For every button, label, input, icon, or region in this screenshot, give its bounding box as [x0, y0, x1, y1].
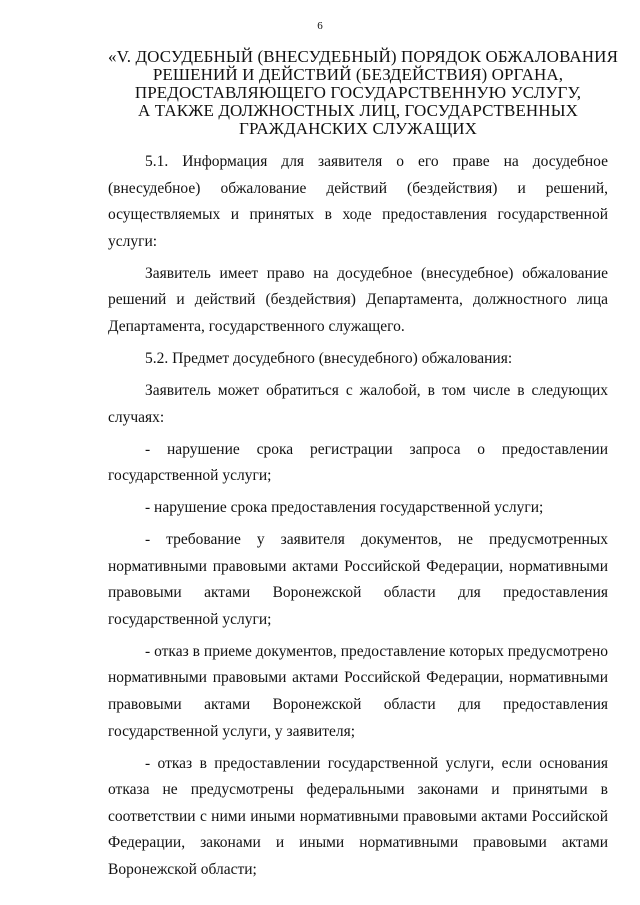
- page-number: 6: [317, 20, 323, 32]
- list-item-document-refusal: - отказ в приеме документов, предоставление которых предусмотрено нормативными правовыми актами Российской Федерации, нормативными правовыми актами Воронежской области для предоставления государственной услуги, у заявителя;: [108, 642, 608, 740]
- list-item-service-deadline: - нарушение срока предоставления государственной услуги;: [145, 499, 544, 517]
- heading-line: РЕШЕНИЙ И ДЕЙСТВИЙ (БЕЗДЕЙСТВИЯ) ОРГАНА,: [152, 65, 564, 84]
- list-item-registration-deadline: - нарушение срока регистрации запроса о предоставлении государственной услуги;: [108, 440, 608, 485]
- heading-line: А ТАКЖЕ ДОЛЖНОСТНЫХ ЛИЦ, ГОСУДАРСТВЕННЫХ: [138, 101, 578, 120]
- heading-line: ПРЕДОСТАВЛЯЮЩЕГО ГОСУДАРСТВЕННУЮ УСЛУГУ,: [134, 83, 582, 102]
- document-body: [108, 149, 608, 884]
- heading-line: ГРАЖДАНСКИХ СЛУЖАЩИХ: [239, 119, 477, 138]
- paragraph-applicant-right: Заявитель имеет право на досудебное (внесудебное) обжалование решений и действий (бездействия) Департамента, должностного лица Департамента, государственного служащего.: [108, 264, 608, 335]
- heading-line: «V. ДОСУДЕБНЫЙ (ВНЕСУДЕБНЫЙ) ПОРЯДОК ОБЖАЛОВАНИЯ: [108, 47, 619, 66]
- section-heading: [108, 47, 619, 138]
- paragraph-5-2-subject: 5.2. Предмет досудебного (внесудебного) обжалования:: [145, 349, 513, 367]
- paragraph-5-1-info: 5.1. Информация для заявителя о его праве на досудебное (внесудебное) обжалование действий (бездействия) и решений, осуществляемых и принятых в ходе предоставления государственной услуги:: [108, 153, 608, 250]
- list-item-service-refusal: - отказ в предоставлении государственной услуги, если основания отказа не предусмотрены федеральными законами и принятыми в соответствии с ними иными нормативными правовыми актами Российской Федерации, законами и иными нормативными правовыми актами Воронежской области;: [108, 754, 608, 878]
- paragraph-complaint-cases: Заявитель может обратиться с жалобой, в том числе в следующих случаях:: [108, 381, 608, 426]
- list-item-extra-documents: - требование у заявителя документов, не предусмотренных нормативными правовыми актами Российской Федерации, нормативными правовыми актами Воронежской области для предоставления государственной услуги;: [108, 531, 608, 628]
